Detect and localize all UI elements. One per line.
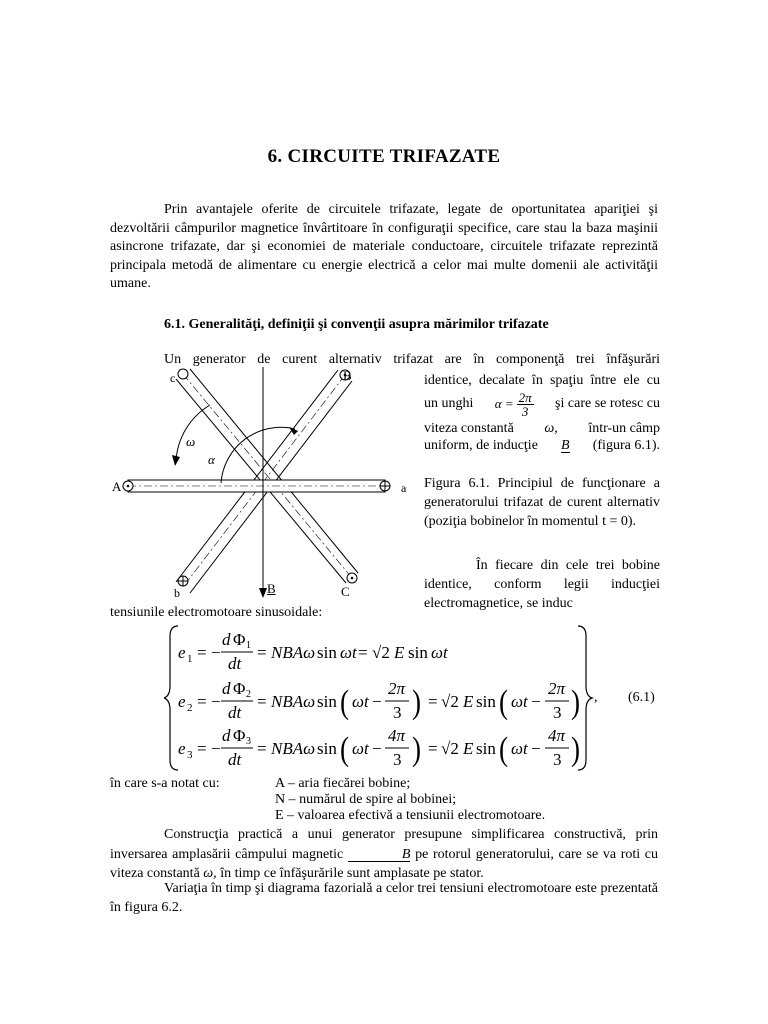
- right-text-line-1: identice, decalate în spaţiu între ele cu: [424, 373, 660, 388]
- equation-comma: ,: [594, 690, 598, 705]
- label-b: b: [174, 586, 180, 600]
- svg-text:−: −: [372, 692, 382, 711]
- svg-text:3: 3: [246, 736, 251, 747]
- right-text-l4b: (figura 6.1).: [592, 438, 660, 453]
- svg-text:−: −: [531, 692, 541, 711]
- construction-B-vector: B: [348, 849, 411, 862]
- label-A: A: [112, 479, 122, 494]
- definition-E: E – valoarea efectivă a tensiunii electromotoare.: [275, 808, 546, 823]
- fraction-denominator: 3: [521, 403, 529, 419]
- svg-text:3: 3: [187, 749, 193, 761]
- svg-text:Φ: Φ: [233, 726, 246, 745]
- label-omega: ω: [186, 434, 196, 449]
- label-a: a: [401, 481, 407, 495]
- svg-text:ωt: ωt: [511, 692, 528, 711]
- svg-text:e: e: [178, 643, 186, 662]
- page-title: 6. CIRCUITE TRIFAZATE: [267, 146, 501, 167]
- svg-text:=: =: [428, 739, 438, 758]
- svg-text:3: 3: [393, 750, 402, 769]
- svg-text:ωt: ωt: [431, 643, 448, 662]
- right-text-l2b: şi care se rotesc cu: [555, 396, 660, 411]
- svg-text:2: 2: [246, 689, 251, 700]
- svg-text:E: E: [463, 739, 474, 758]
- svg-text:2π: 2π: [548, 679, 566, 698]
- alpha-eq: α =: [494, 396, 514, 411]
- svg-text:=: =: [257, 692, 267, 711]
- svg-text:=: =: [257, 739, 267, 758]
- svg-text:(: (: [499, 730, 509, 768]
- svg-text:d: d: [222, 630, 231, 649]
- coil-c: [176, 369, 358, 583]
- svg-text:= −: = −: [197, 643, 221, 662]
- svg-text:): ): [571, 683, 581, 721]
- equation-e2: [178, 679, 580, 722]
- svg-text:=: =: [358, 643, 368, 662]
- figure-6-1-diagram: [108, 365, 420, 605]
- svg-text:−: −: [372, 739, 382, 758]
- svg-text:2π: 2π: [388, 679, 406, 698]
- svg-text:(: (: [499, 683, 509, 721]
- right-text-l3a: viteza constantă: [424, 421, 514, 436]
- svg-text:ωt: ωt: [511, 739, 528, 758]
- omega-symbol: ω,: [544, 421, 558, 436]
- svg-text:3: 3: [553, 750, 562, 769]
- svg-text:sin: sin: [317, 739, 337, 758]
- section-heading: 6.1. Generalităţi, definiţii şi convenţii asupra mărimilor trifazate: [164, 317, 549, 332]
- svg-text:3: 3: [553, 703, 562, 722]
- right-text-l4a: uniform, de inducţie: [424, 438, 538, 453]
- construction-omega: ω,: [203, 866, 217, 881]
- equation-e1: [178, 630, 449, 673]
- svg-text:): ): [571, 730, 581, 768]
- equation-system-6-1: [164, 622, 634, 774]
- construction-part-a: Construcţia practică a unui generator presupune simplificarea constructivă, prin inversarea amplasării câmpului magnetic: [110, 827, 658, 862]
- svg-text:1: 1: [246, 640, 251, 651]
- right-text-line-2: [424, 386, 660, 422]
- svg-text:√2: √2: [441, 739, 459, 758]
- svg-text:sin: sin: [317, 643, 337, 662]
- svg-text:e: e: [178, 692, 186, 711]
- svg-text:(: (: [340, 683, 350, 721]
- svg-text:=: =: [257, 643, 267, 662]
- svg-text:sin: sin: [408, 643, 428, 662]
- svg-text:1: 1: [187, 653, 193, 665]
- svg-text:= −: = −: [197, 692, 221, 711]
- svg-text:dt: dt: [228, 703, 242, 722]
- right-text-l2a: un unghi: [424, 396, 474, 411]
- svg-text:NBAω: NBAω: [271, 692, 316, 711]
- fraction-2pi-3: [517, 391, 534, 418]
- definitions-list: [275, 776, 545, 824]
- svg-text:sin: sin: [476, 739, 496, 758]
- svg-text:3: 3: [393, 703, 402, 722]
- svg-text:sin: sin: [317, 692, 337, 711]
- svg-text:√2: √2: [441, 692, 459, 711]
- right-text-l3b: într-un câmp: [588, 421, 660, 436]
- svg-text:NBAω: NBAω: [271, 739, 316, 758]
- svg-text:(: (: [340, 730, 350, 768]
- svg-text:E: E: [463, 692, 474, 711]
- induction-paragraph: În fiecare din cele trei bobine identice, conform legii inducţiei electromagnetice, se induc: [424, 558, 660, 611]
- emf-line: tensiunile electromotoare sinusoidale:: [110, 605, 323, 620]
- construction-part-b: pe rotorul generatorului, care se va roti cu viteza constantă: [110, 846, 659, 881]
- intro-paragraph: Prin avantajele oferite de circuitele trifazate, legate de oportunitatea apariţiei şi dezvoltării câmpurilor magnetice învârtitoare în configuraţii specifice, care stau la baza maşinii asincrone trifazate, dar şi economiei de materiale conductoare, circuitele trifazate reprezintă principala metodă de alimentare cu energie electrică a celor mai multe domenii ale activităţii umane.: [110, 202, 658, 291]
- B-vector: B: [561, 438, 570, 453]
- generator-line: Un generator de curent alternativ trifazat are în componenţă trei înfăşurări: [164, 352, 660, 367]
- fraction-numerator: 2π: [518, 389, 532, 405]
- definition-N: N – numărul de spire al bobinei;: [275, 792, 457, 807]
- svg-text:4π: 4π: [388, 726, 406, 745]
- construction-part-c: în timp ce înfăşurările sunt amplasate pe stator.: [220, 866, 484, 881]
- svg-text:ωt: ωt: [352, 692, 369, 711]
- alpha-equation: [495, 391, 534, 418]
- svg-text:=: =: [428, 692, 438, 711]
- svg-text:2: 2: [187, 702, 193, 714]
- svg-text:e: e: [178, 739, 186, 758]
- svg-text:NBAω: NBAω: [271, 643, 316, 662]
- label-c: c: [170, 371, 176, 385]
- svg-text:−: −: [531, 739, 541, 758]
- label-B-field: B: [267, 581, 276, 596]
- svg-text:E: E: [394, 643, 405, 662]
- svg-text:d: d: [222, 679, 231, 698]
- svg-text:4π: 4π: [548, 726, 566, 745]
- svg-text:dt: dt: [228, 750, 242, 769]
- right-text-line-3: [424, 421, 660, 437]
- label-C: C: [341, 584, 350, 599]
- svg-text:Φ: Φ: [233, 679, 246, 698]
- svg-text:√2: √2: [372, 643, 390, 662]
- figure-caption: Figura 6.1. Principiul de funcţionare a generatorului trifazat de curent alternativ (poziţia bobinelor în momentul t = 0).: [424, 476, 660, 529]
- svg-text:ωt: ωt: [340, 643, 357, 662]
- svg-text:Φ: Φ: [233, 630, 246, 649]
- svg-text:): ): [412, 683, 422, 721]
- svg-text:ωt: ωt: [352, 739, 369, 758]
- coil-a: [123, 480, 390, 492]
- svg-text:): ): [412, 730, 422, 768]
- label-B-coil: B: [343, 368, 352, 383]
- label-alpha: α: [208, 452, 215, 467]
- svg-text:= −: = −: [197, 739, 221, 758]
- variation-paragraph: Variaţia în timp şi diagrama fazorială a celor trei tensiuni electromotoare este prezentată în figura 6.2.: [110, 881, 658, 915]
- construction-paragraph: [110, 825, 658, 884]
- right-text-line-4: [424, 438, 660, 454]
- svg-text:sin: sin: [476, 692, 496, 711]
- equation-number: (6.1): [628, 690, 655, 705]
- definition-A: A – aria fiecărei bobine;: [275, 776, 411, 791]
- equation-e3: [178, 726, 580, 769]
- notation-intro: în care s-a notat cu:: [110, 776, 220, 791]
- svg-text:dt: dt: [228, 654, 242, 673]
- svg-text:d: d: [222, 726, 231, 745]
